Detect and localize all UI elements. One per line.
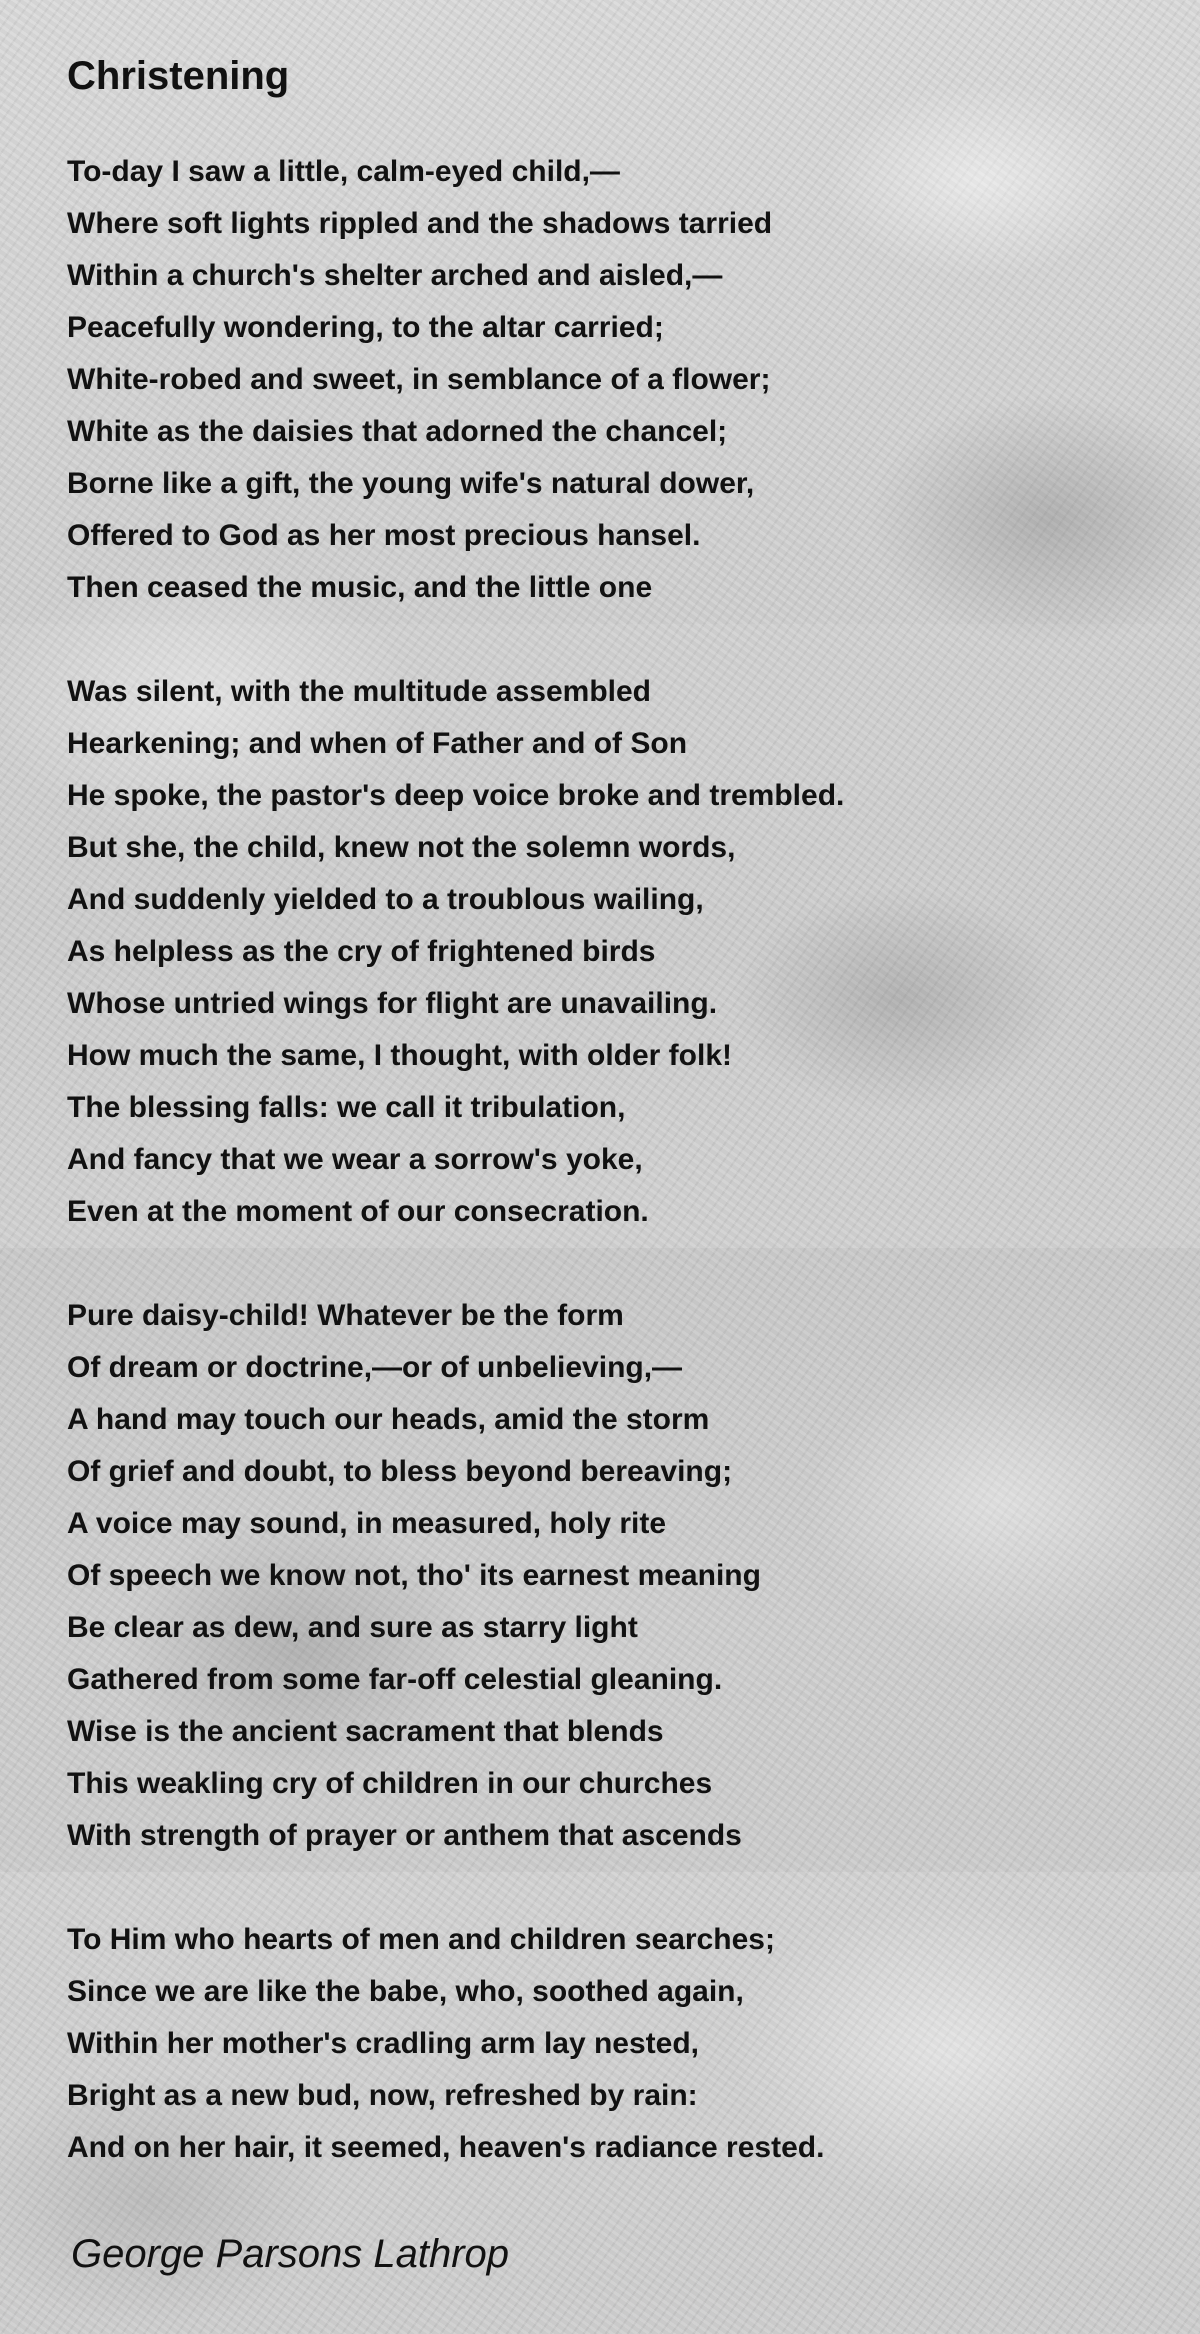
- poem-line: Whose untried wings for flight are unavailing.: [67, 987, 718, 1020]
- stanza: [67, 1914, 1167, 2174]
- poem-line: To Him who hearts of men and children searches;: [67, 1923, 775, 1956]
- poem-line: White as the daisies that adorned the chancel;: [67, 415, 728, 448]
- poem-line: White-robed and sweet, in semblance of a flower;: [67, 363, 771, 396]
- poem-line: How much the same, I thought, with older folk!: [67, 1039, 733, 1072]
- poem-author: George Parsons Lathrop: [71, 2232, 510, 2276]
- poem-line: Pure daisy-child! Whatever be the form: [67, 1299, 624, 1332]
- poem-line: As helpless as the cry of frightened birds: [67, 935, 656, 968]
- poem-line: And suddenly yielded to a troublous wailing,: [67, 883, 704, 916]
- poem-line: Gathered from some far-off celestial gleaning.: [67, 1663, 723, 1696]
- poem-line: Bright as a new bud, now, refreshed by rain:: [67, 2079, 698, 2112]
- poem-line: He spoke, the pastor's deep voice broke and trembled.: [67, 779, 845, 812]
- poem-line: But she, the child, knew not the solemn words,: [67, 831, 736, 864]
- poem-line: Then ceased the music, and the little one: [67, 571, 653, 604]
- poem-line: A hand may touch our heads, amid the storm: [67, 1403, 710, 1436]
- poem-line: This weakling cry of children in our churches: [67, 1767, 713, 1800]
- poem-line: Be clear as dew, and sure as starry light: [67, 1611, 638, 1644]
- poem-line: Of speech we know not, tho' its earnest meaning: [67, 1559, 761, 1592]
- stanza: [67, 666, 1167, 1238]
- poem-line: Of grief and doubt, to bless beyond bereaving;: [67, 1455, 733, 1488]
- poem-content: [67, 50, 1167, 2174]
- poem-line: A voice may sound, in measured, holy rite: [67, 1507, 667, 1540]
- poem-line: And fancy that we wear a sorrow's yoke,: [67, 1143, 643, 1176]
- poem-line: With strength of prayer or anthem that ascends: [67, 1819, 742, 1852]
- poem-line: Where soft lights rippled and the shadows tarried: [67, 207, 773, 240]
- stanza: [67, 1290, 1167, 1862]
- poem-line: Was silent, with the multitude assembled: [67, 675, 651, 708]
- poem-line: Within her mother's cradling arm lay nested,: [67, 2027, 700, 2060]
- poem-title: Christening: [67, 54, 290, 98]
- poem-line: Wise is the ancient sacrament that blends: [67, 1715, 664, 1748]
- poem-line: Borne like a gift, the young wife's natural dower,: [67, 467, 755, 500]
- poem-line: Even at the moment of our consecration.: [67, 1195, 649, 1228]
- poem-line: Peacefully wondering, to the altar carried;: [67, 311, 664, 344]
- stanza: [67, 146, 1167, 614]
- poem-line: Offered to God as her most precious hansel.: [67, 519, 701, 552]
- poem-line: Since we are like the babe, who, soothed again,: [67, 1975, 744, 2008]
- poem-line: To-day I saw a little, calm-eyed child,—: [67, 155, 620, 188]
- poem-line: Of dream or doctrine,—or of unbelieving,—: [67, 1351, 683, 1384]
- poem-line: And on her hair, it seemed, heaven's radiance rested.: [67, 2131, 825, 2164]
- poem-line: Within a church's shelter arched and aisled,—: [67, 259, 723, 292]
- poem-line: Hearkening; and when of Father and of Son: [67, 727, 688, 760]
- poem-line: The blessing falls: we call it tribulation,: [67, 1091, 626, 1124]
